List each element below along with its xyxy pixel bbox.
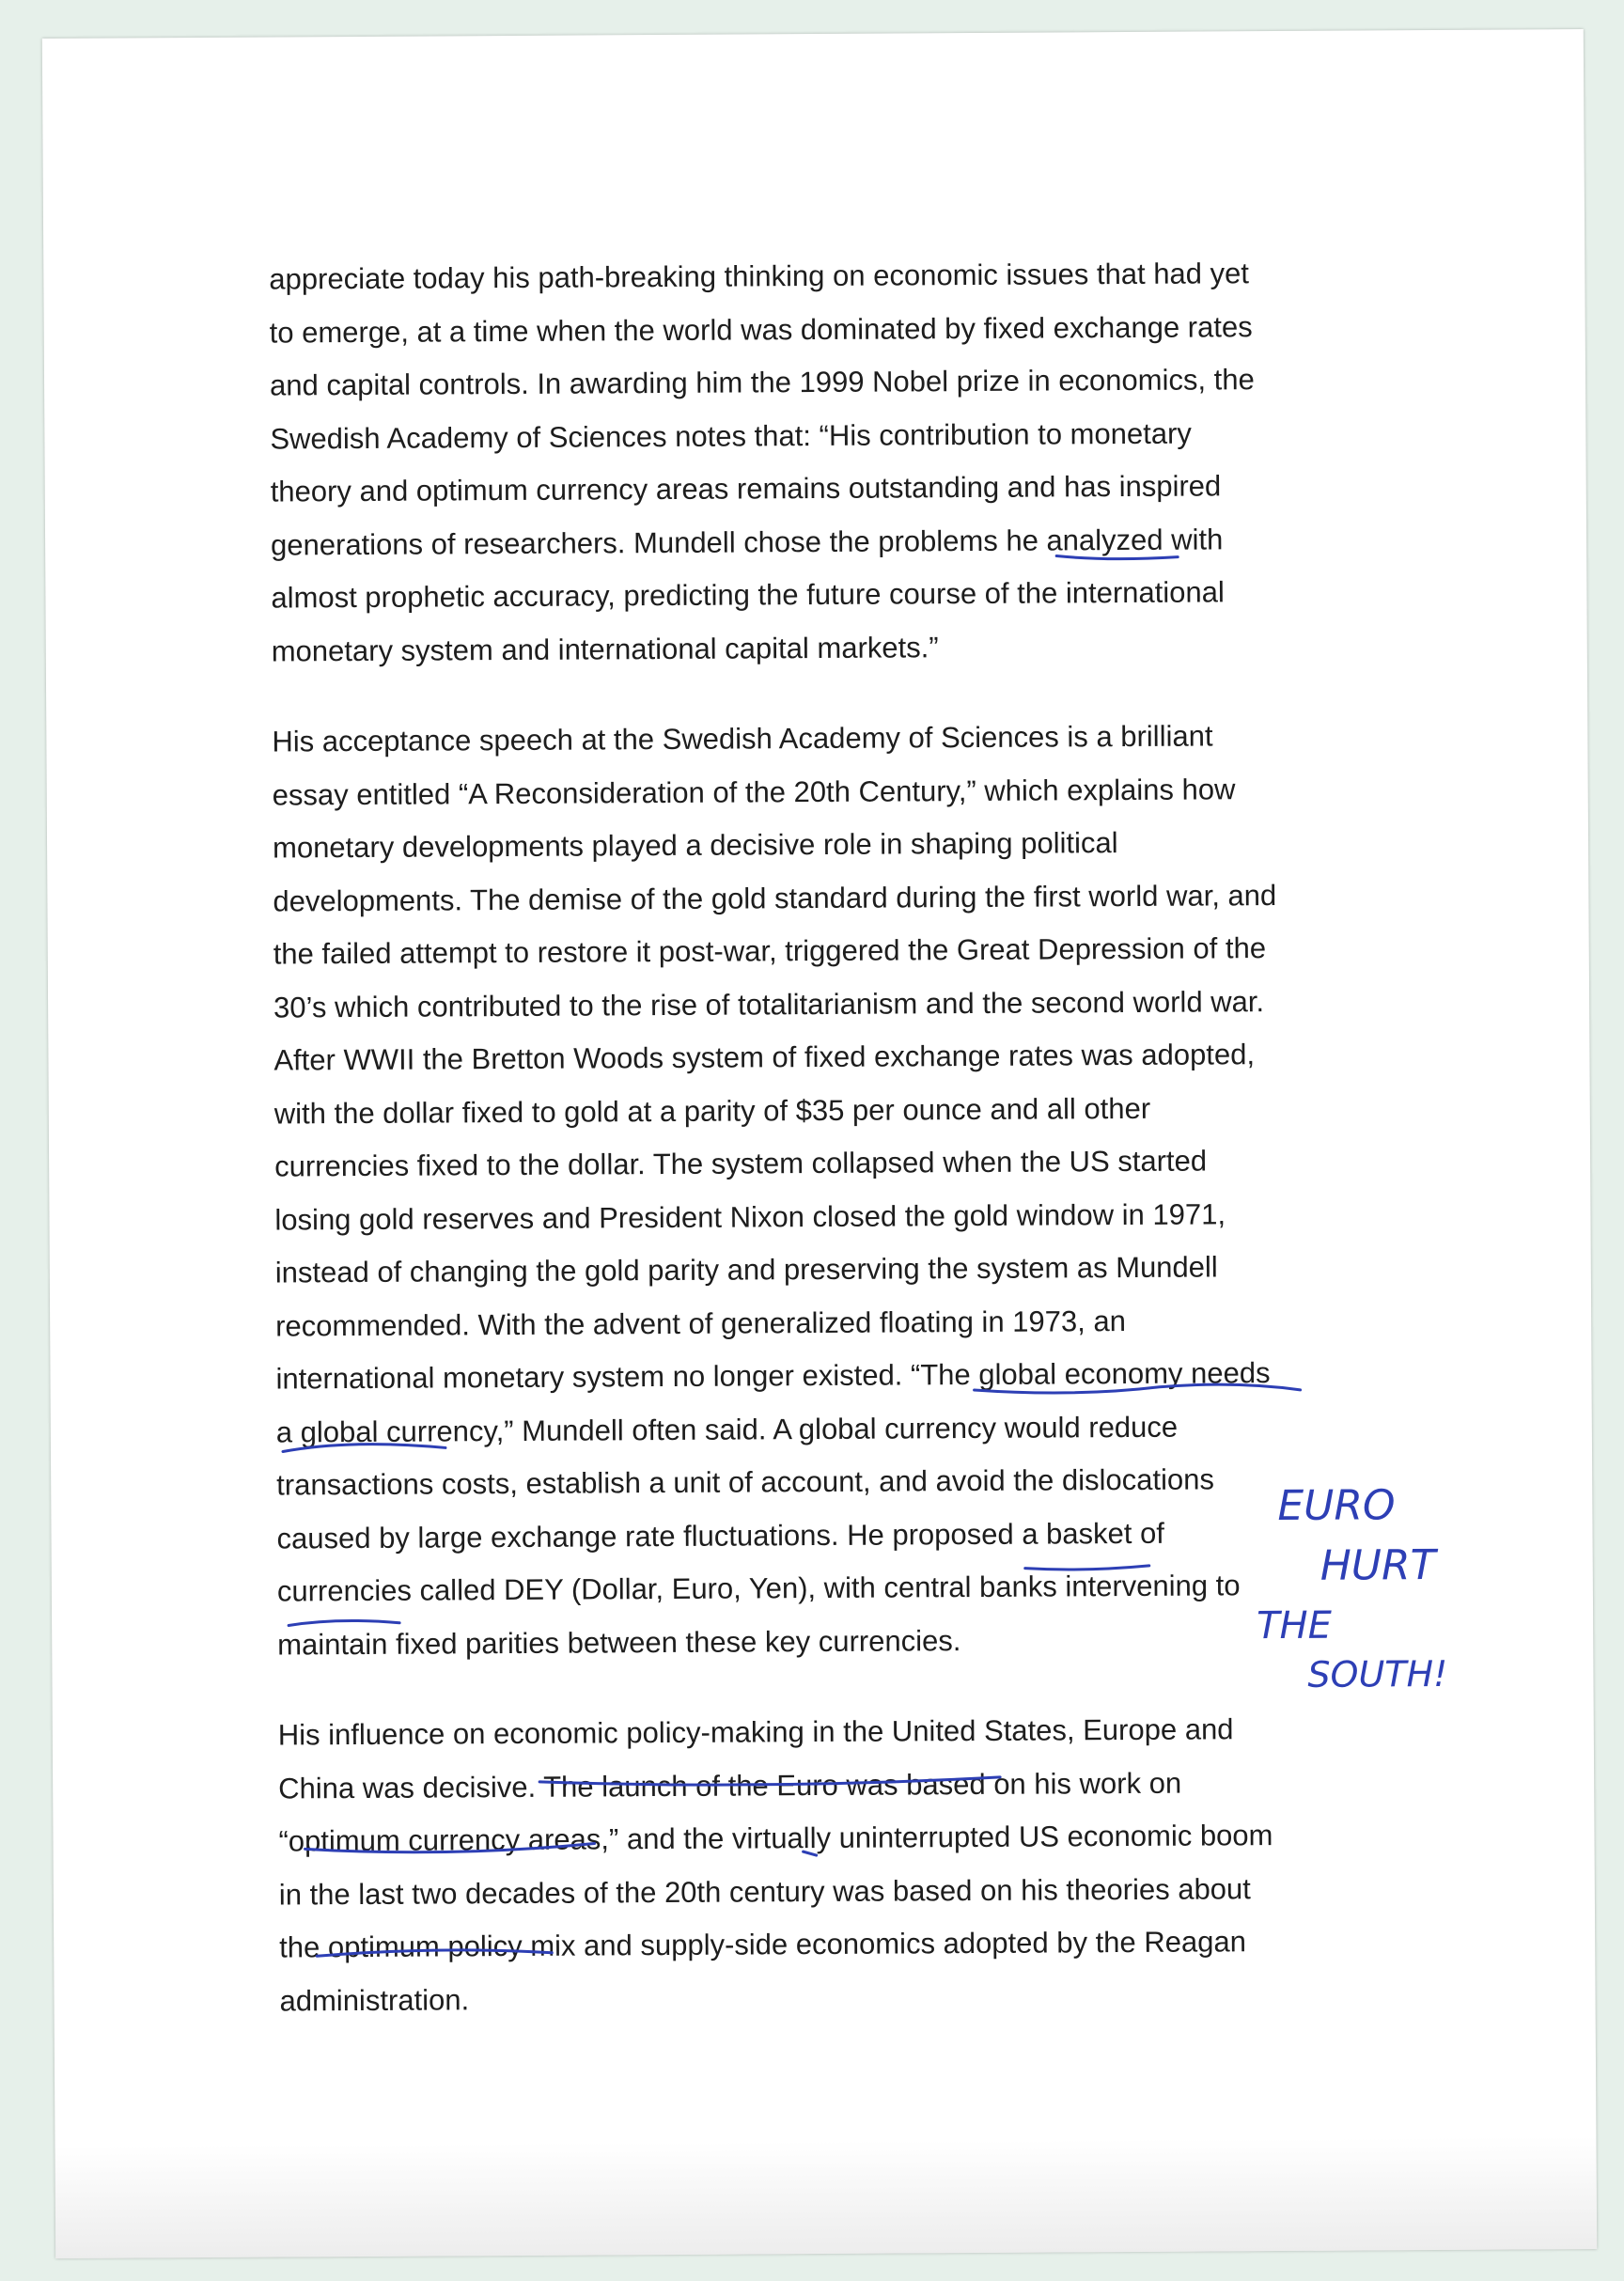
text-line: monetary developments played a decisive role in shaping political [272,826,1118,865]
paragraph-2 [272,709,1443,1672]
text-line: recommended. With the advent of generalized floating in 1973, an [275,1304,1127,1343]
text-line: His acceptance speech at the Swedish Academy of Sciences is a brilliant [272,719,1213,758]
text-line: After WWII the Bretton Woods system of fixed exchange rates was adopted, [273,1038,1256,1077]
margin-note-line-1: EURO [1277,1481,1396,1531]
text-line: instead of changing the gold parity and preserving the system as Mundell [274,1250,1218,1289]
text-line: maintain fixed parities between these key currencies. [277,1623,961,1662]
text-line: His influence on economic policy-making in the United States, Europe and [277,1712,1234,1752]
text-line: currencies called DEY (Dollar, Euro, Yen), with central banks intervening to [276,1569,1241,1608]
text-line: theory and optimum currency areas remains outstanding and has inspired [270,469,1222,508]
text-line: administration. [279,1982,470,2018]
paragraph-1 [269,246,1437,679]
text-line: “optimum currency areas,” and the virtually uninterrupted US economic boom [278,1819,1273,1858]
body-text [269,246,1448,2066]
paragraph-3 [278,1702,1445,2028]
text-line: developments. The demise of the gold standard during the first world war, and [273,878,1277,918]
text-line: generations of researchers. Mundell chose the problems he analyzed with [270,522,1224,562]
text-line: with the dollar fixed to gold at a parity of $35 per ounce and all other [273,1091,1151,1131]
text-line: Swedish Academy of Sciences notes that: “His contribution to monetary [270,416,1192,456]
text-line: to emerge, at a time when the world was dominated by fixed exchange rates [269,309,1253,350]
margin-note-line-2: HURT [1320,1541,1436,1590]
margin-note-line-3: THE [1257,1603,1333,1648]
document-page [42,29,1597,2258]
text-line: caused by large exchange rate fluctuations. He proposed a basket of [276,1516,1165,1555]
text-line: appreciate today his path-breaking thinking on economic issues that had yet [269,257,1250,296]
text-line: transactions costs, establish a unit of account, and avoid the dislocations [276,1462,1215,1502]
text-line: losing gold reserves and President Nixon closed the gold window in 1971, [274,1196,1226,1237]
text-line: China was decisive. The launch of the Euro was based on his work on [278,1766,1182,1805]
margin-note-line-4: SOUTH! [1307,1652,1448,1695]
text-line: international monetary system no longer existed. “The global economy needs [275,1356,1271,1396]
text-line: a global currency,” Mundell often said. A global currency would reduce [275,1410,1179,1449]
text-line: 30’s which contributed to the rise of totalitarianism and the second world war. [273,984,1265,1024]
text-line: essay entitled “A Reconsideration of the 20th Century,” which explains how [272,772,1236,812]
page-bottom-shadow [55,2136,1597,2258]
text-line: almost prophetic accuracy, predicting the future course of the international [271,575,1225,615]
text-line: in the last two decades of the 20th century was based on his theories about [278,1871,1251,1912]
text-line: the failed attempt to restore it post-war, triggered the Great Depression of the [273,931,1267,971]
text-line: currencies fixed to the dollar. The system collapsed when the US started [274,1144,1208,1183]
text-line: monetary system and international capital markets.” [271,630,939,668]
text-line: the optimum policy mix and supply-side economics adopted by the Reagan [279,1925,1247,1964]
text-line: and capital controls. In awarding him the 1999 Nobel prize in economics, the [269,363,1255,402]
